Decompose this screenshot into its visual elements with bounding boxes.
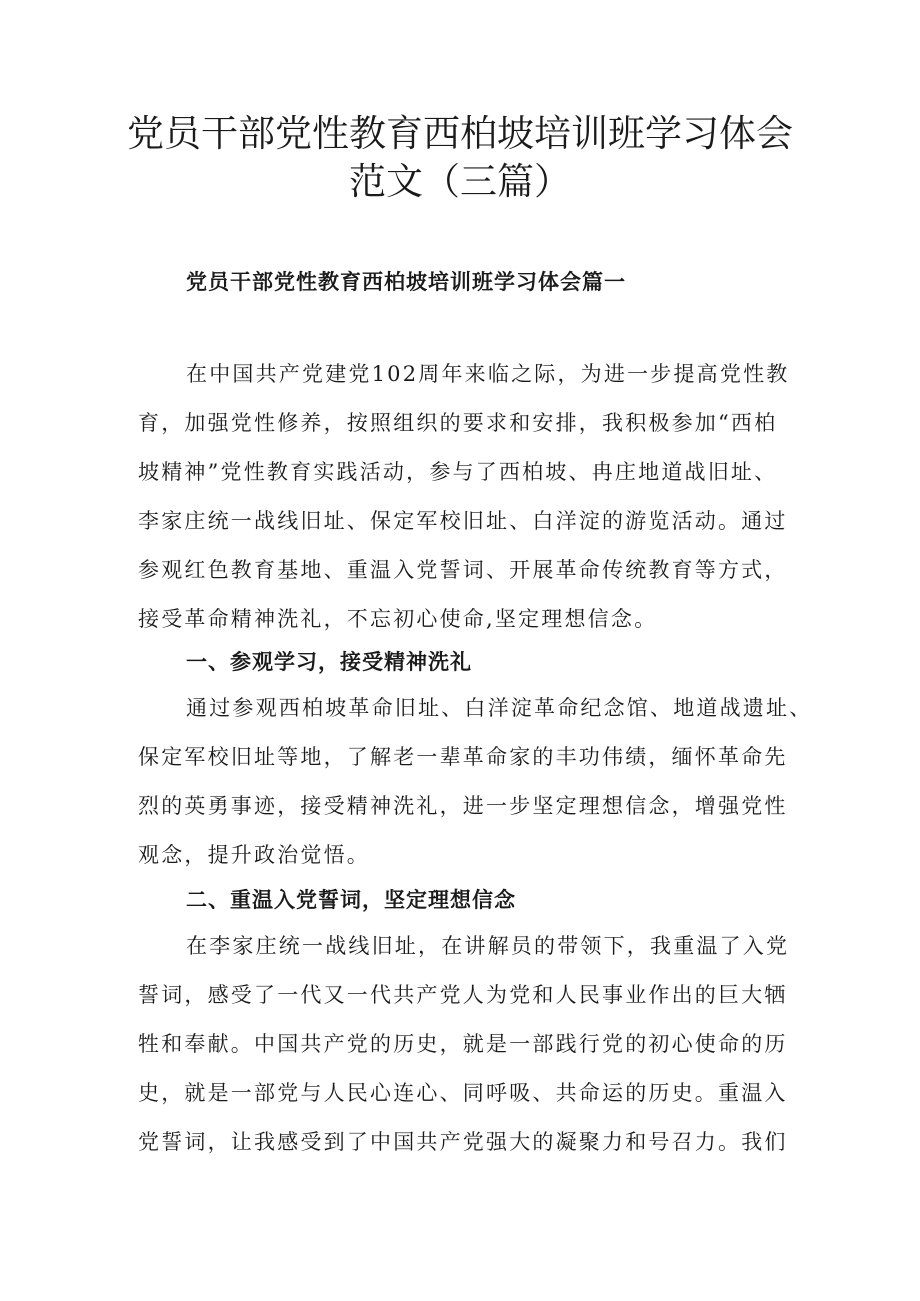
paragraph-line: 李家庄统一战线旧址、保定军校旧址、白洋淀的游览活动。通过 [138,509,788,533]
paragraph-line: 育，加强党性修养，按照组织的要求和安排，我积极参加“西柏 [138,411,778,435]
paragraph-line: 誓词，感受了一代又一代共产党人为党和人民事业作出的巨大牺 [138,983,788,1007]
paragraph-line: 在中国共产党建党102周年来临之际，为进一步提高党性教 [186,362,790,386]
paragraph-line: 烈的英勇事迹，接受精神洗礼，进一步坚定理想信念，增强党性 [138,794,788,818]
paragraph-section-one [138,684,813,880]
document-title-line2: 范文（三篇） [349,160,571,203]
paragraph-line: 通过参观西柏坡革命旧址、白洋淀革命纪念馆、地道战遗址、 [186,696,813,720]
paragraph-line: 观念，提升政治觉悟。 [138,843,370,867]
paragraph-line: 参观红色教育基地、重温入党誓词、开展革命传统教育等方式， [138,558,788,582]
paragraph-line: 史，就是一部党与人民心连心、同呼吸、共命运的历史。重温入 [138,1081,788,1105]
paragraph-line: 在李家庄统一战线旧址，在讲解员的带领下，我重温了入党 [186,934,790,958]
paragraph-section-two [138,922,798,1167]
document-title-line1: 党员干部党性教育西柏坡培训班学习体会 [127,112,793,155]
heading-section-two: 二、重温入党誓词，坚定理想信念 [186,888,516,912]
paragraph-intro [138,350,798,644]
heading-section-one: 一、参观学习，接受精神洗礼 [186,650,472,674]
paragraph-line: 保定军校旧址等地，了解老一辈革命家的丰功伟绩，缅怀革命先 [138,745,788,769]
paragraph-line: 坡精神”党性教育实践活动，参与了西柏坡、冉庄地道战旧址、 [138,460,778,484]
paragraph-line: 牲和奉献。中国共产党的历史，就是一部践行党的初心使命的历 [138,1032,788,1056]
paragraph-line: 接受革命精神洗礼，不忘初心使命,坚定理想信念。 [138,607,658,631]
section-subtitle: 党员干部党性教育西柏坡培训班学习体会篇一 [186,270,626,294]
paragraph-line: 党誓词，让我感受到了中国共产党强大的凝聚力和号召力。我们 [138,1130,788,1154]
